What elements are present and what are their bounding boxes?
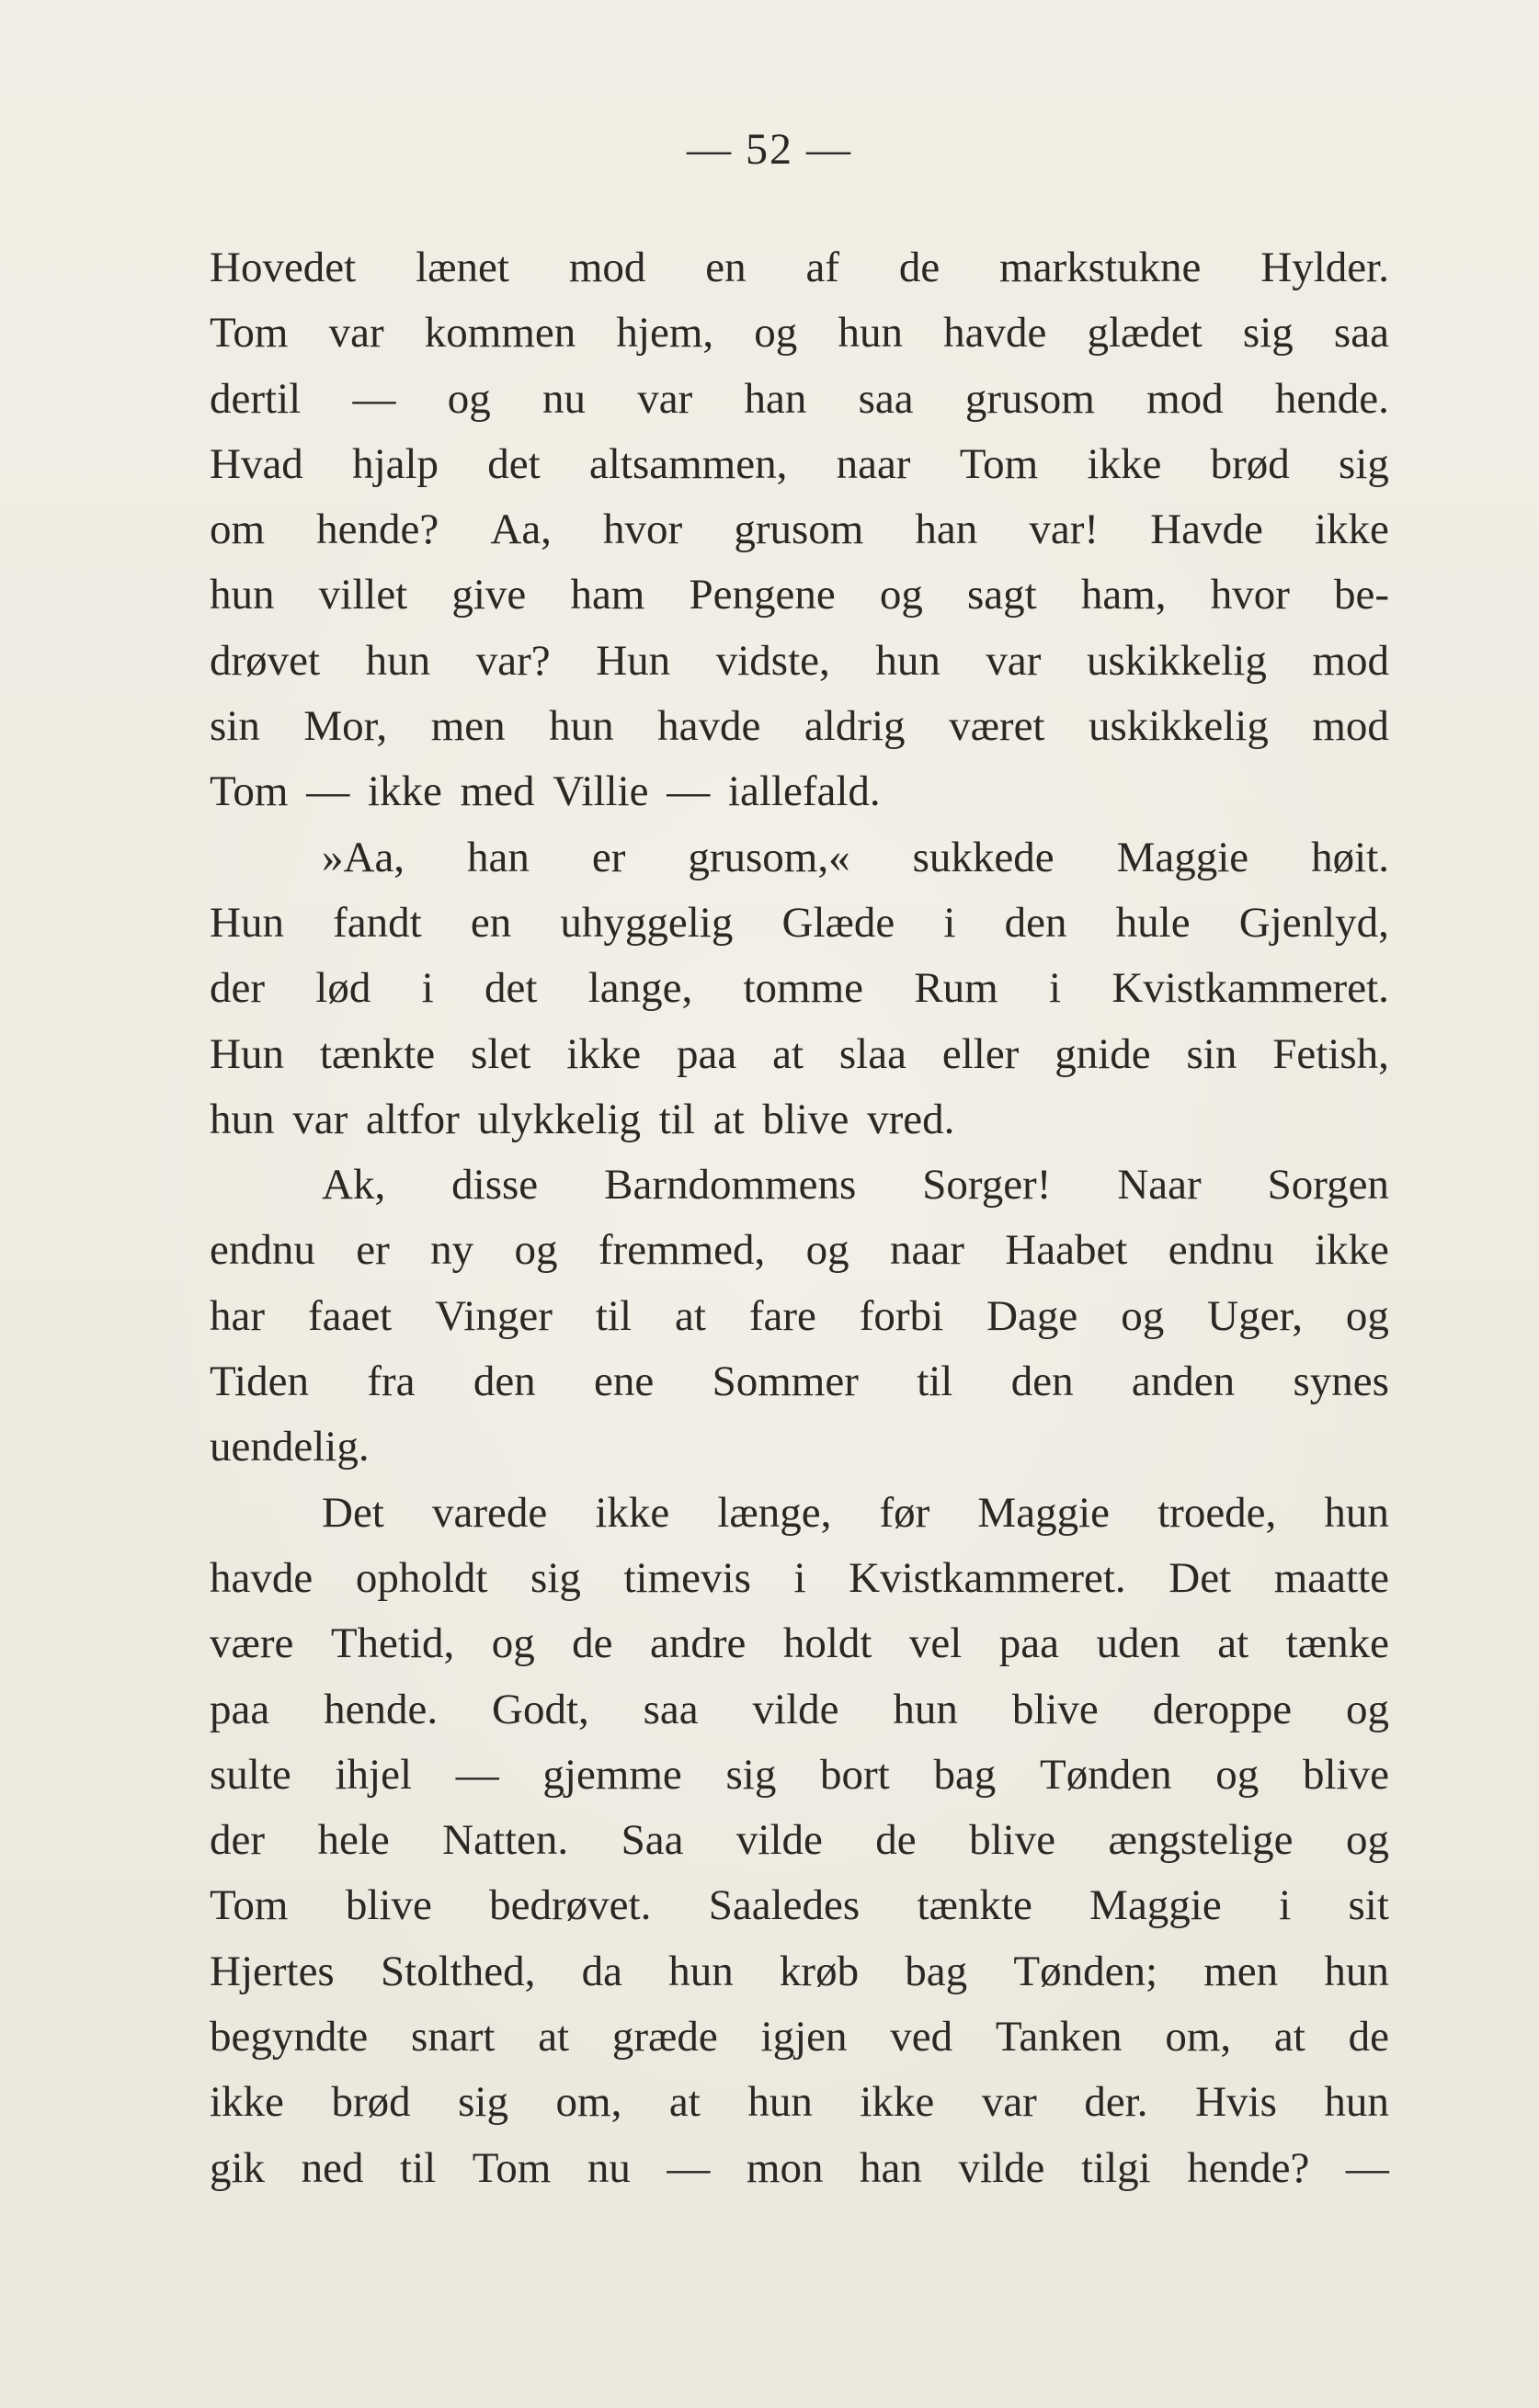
word: — [667, 2143, 711, 2192]
text-line [210, 562, 1389, 628]
word: ihjel [335, 1750, 413, 1799]
word: saa [858, 374, 914, 423]
text-line [210, 1808, 1389, 1873]
word: tænkte [917, 1881, 1032, 1930]
word: bag [933, 1750, 997, 1799]
word: om, [1165, 2013, 1232, 2062]
text-line [210, 1218, 1389, 1283]
word: var? [475, 636, 551, 685]
word: den [473, 1357, 536, 1406]
word: ikke [566, 1029, 642, 1078]
word: ene [594, 1357, 655, 1406]
word: har [210, 1291, 266, 1340]
word: lange, [587, 964, 693, 1013]
text-line [210, 1022, 1389, 1087]
word: det [484, 964, 538, 1013]
word: hun [668, 1947, 734, 1995]
word: blive [762, 1095, 849, 1143]
word: med [460, 767, 535, 816]
word: timevis [623, 1553, 751, 1602]
word: ikke [1314, 505, 1389, 554]
word: hun [549, 702, 614, 751]
word: hun [210, 1095, 275, 1143]
word: lænet [416, 244, 509, 291]
word: paa [676, 1029, 737, 1078]
word: Tom [959, 439, 1039, 488]
word: men [430, 702, 506, 751]
word: hende? [1187, 2143, 1310, 2192]
word: Tiden [210, 1357, 309, 1406]
text-line [210, 2136, 1389, 2201]
word: det [487, 439, 541, 488]
word: Tom [210, 309, 289, 358]
word: var! [1029, 505, 1100, 554]
word: nu [587, 2143, 631, 2192]
word: den [1004, 898, 1067, 947]
text-line [210, 1153, 1389, 1218]
word: vilde [958, 2143, 1045, 2192]
word: Fetish, [1272, 1029, 1389, 1078]
word: Maggie [977, 1488, 1110, 1537]
word: de [1348, 2013, 1389, 2062]
word: eller [941, 1029, 1020, 1078]
word: slet [471, 1029, 531, 1078]
text-line [210, 1939, 1389, 2005]
word: fremmed, [598, 1226, 766, 1275]
word: ikke [860, 2078, 935, 2127]
word: sukkede [912, 833, 1054, 881]
text-line [210, 956, 1389, 1021]
word: Hjertes [210, 1947, 335, 1995]
word: fare [748, 1291, 816, 1340]
word: Natten. [442, 1816, 569, 1865]
word: være [210, 1619, 294, 1668]
word: af [805, 244, 840, 291]
word: blive [969, 1816, 1056, 1865]
word: i [943, 898, 956, 947]
word: til [595, 1291, 633, 1340]
text-line [210, 1743, 1389, 1808]
word: slaa [838, 1029, 906, 1078]
word: længe, [717, 1488, 832, 1537]
word: kommen [424, 309, 576, 358]
word: ny [430, 1226, 474, 1275]
word: Hylder. [1260, 244, 1389, 291]
word: altsammen, [588, 439, 788, 488]
word: Thetid, [330, 1619, 455, 1668]
word: Hvis [1195, 2078, 1277, 2127]
word: Haabet [1005, 1226, 1128, 1275]
word: hele [317, 1816, 390, 1865]
word: at [668, 2078, 701, 2127]
word: ikke [210, 2078, 284, 2127]
word: da [581, 1947, 622, 1995]
word: der [210, 964, 266, 1013]
word: og [754, 309, 798, 358]
word: før [879, 1488, 930, 1537]
word: give [451, 571, 527, 619]
text-line [210, 1087, 1389, 1153]
word: ængstelige [1108, 1816, 1294, 1865]
word: hun [875, 636, 940, 685]
word: hun [365, 636, 431, 685]
word: Det [1168, 1553, 1232, 1602]
word: han [467, 833, 530, 881]
word: naar [836, 439, 911, 488]
word: høit. [1311, 833, 1389, 881]
word: grusom [964, 374, 1095, 423]
word: anden [1131, 1357, 1236, 1406]
word: Naar [1117, 1161, 1202, 1210]
word: Tom [210, 767, 289, 816]
word: var [637, 374, 693, 423]
word: deroppe [1152, 1685, 1293, 1733]
word: Kvistkammeret. [849, 1553, 1126, 1602]
word: bort [820, 1750, 890, 1799]
word: markstukne [999, 244, 1202, 291]
page-number: — 52 — [687, 125, 852, 174]
word: grusom,« [688, 833, 850, 881]
word: Saaledes [708, 1881, 861, 1930]
word: Mor, [303, 702, 388, 751]
word: i [421, 964, 434, 1013]
word: endnu [210, 1226, 315, 1275]
word: Rum [914, 964, 998, 1013]
word: og [879, 571, 923, 619]
word: Tanken [995, 2013, 1123, 2062]
word: sin [1186, 1029, 1237, 1078]
word: at [538, 2013, 570, 2062]
word: fandt [333, 898, 422, 947]
word: vilde [735, 1816, 823, 1865]
word: ikke [1315, 1226, 1389, 1275]
word: hun [1324, 1947, 1389, 1995]
word: saa [1333, 309, 1389, 358]
word: sig [1242, 309, 1294, 358]
word: mon [746, 2143, 824, 2192]
word: i [1049, 964, 1062, 1013]
word: og [1215, 1750, 1260, 1799]
word: der [210, 1816, 266, 1865]
word: sig [1339, 439, 1389, 488]
word: til [400, 2143, 437, 2192]
word: og [1345, 1291, 1389, 1340]
word: opholdt [355, 1553, 488, 1602]
word: Vinger [435, 1291, 553, 1340]
word: altfor [365, 1095, 460, 1143]
word: han [744, 374, 807, 423]
word: grusom [734, 505, 864, 554]
word: ikke [595, 1488, 670, 1537]
word: i [1279, 1881, 1292, 1930]
word: ulykkelig [477, 1095, 642, 1143]
word: Tønden [1040, 1750, 1172, 1799]
word: hende. [1274, 374, 1389, 423]
word: paa [998, 1619, 1060, 1668]
word: Ak, [322, 1161, 386, 1210]
word: græde [611, 2013, 718, 2062]
text-line [210, 1414, 1389, 1480]
word: villet [318, 571, 408, 619]
text-line [210, 235, 1389, 301]
text-line [210, 694, 1389, 759]
word: bedrøvet. [489, 1881, 652, 1930]
word: dertil [210, 374, 302, 423]
word: Sorger! [922, 1161, 1052, 1210]
word: mod [568, 244, 646, 291]
word: Maggie [1089, 1881, 1222, 1930]
word: men [1203, 1947, 1279, 1995]
word: sig [725, 1750, 777, 1799]
word: Havde [1150, 505, 1263, 554]
word: er [591, 833, 626, 881]
word: Kvistkammeret. [1112, 964, 1389, 1013]
word: Tom [472, 2143, 552, 2192]
text-line [210, 2005, 1389, 2070]
word: der. [1084, 2078, 1148, 2127]
word: sagt [967, 571, 1037, 619]
text-line [210, 629, 1389, 694]
word: fra [367, 1357, 416, 1406]
word: maatte [1273, 1553, 1389, 1602]
word: faaet [307, 1291, 393, 1340]
word: de [572, 1619, 613, 1668]
word: Hovedet [210, 244, 357, 291]
word: Tønden; [1013, 1947, 1158, 1995]
word: gnide [1054, 1029, 1151, 1078]
word: krøb [779, 1947, 860, 1995]
text-line [210, 497, 1389, 562]
word: var [328, 309, 384, 358]
word: Dage [986, 1291, 1078, 1340]
word: uskikkelig [1087, 636, 1267, 685]
word: Pengene [689, 571, 836, 619]
word: paa [210, 1685, 270, 1733]
word: hun [1324, 1488, 1389, 1537]
word: lød [315, 964, 371, 1013]
text-line [210, 1284, 1389, 1349]
word: og [514, 1226, 558, 1275]
word: ikke [1087, 439, 1162, 488]
word: Glæde [781, 898, 895, 947]
word: blive [1302, 1750, 1389, 1799]
word: og [805, 1226, 849, 1275]
word: iallefald. [727, 767, 881, 816]
word: »Aa, [322, 833, 405, 881]
text-line [210, 1481, 1389, 1546]
word: og [447, 374, 491, 423]
word: han [915, 505, 978, 554]
text-line [210, 825, 1389, 891]
word: forbi [859, 1291, 944, 1340]
word: Hun [596, 636, 671, 685]
word: disse [451, 1161, 539, 1210]
word: — [306, 767, 350, 816]
word: tomme [743, 964, 864, 1013]
word: hvor [603, 505, 683, 554]
word: de [875, 1816, 917, 1865]
word: vilde [752, 1685, 839, 1733]
word: saa [643, 1685, 699, 1733]
word: vel [908, 1619, 963, 1668]
word: og [491, 1619, 535, 1668]
word: var [981, 2078, 1037, 2127]
word: brød [331, 2078, 411, 2127]
word: at [772, 1029, 804, 1078]
word: uhyggelig [560, 898, 734, 947]
word: at [1273, 2013, 1305, 2062]
word: Hun [210, 898, 284, 947]
word: Uger, [1207, 1291, 1303, 1340]
word: til [658, 1095, 695, 1143]
word: hjem, [616, 309, 714, 358]
word: — [1345, 2143, 1389, 2192]
text-line [210, 1611, 1389, 1676]
word: sulte [210, 1750, 291, 1799]
word: havde [210, 1553, 314, 1602]
word: gjemme [542, 1750, 682, 1799]
word: — [667, 767, 711, 816]
word: en [470, 898, 512, 947]
text-line [210, 1873, 1389, 1938]
word: i [793, 1553, 806, 1602]
word: og [1121, 1291, 1165, 1340]
word: var [986, 636, 1042, 685]
text-line [210, 891, 1389, 956]
word: sin [210, 702, 260, 751]
word: til [917, 1357, 953, 1406]
word: be- [1333, 571, 1389, 619]
text-line [210, 1546, 1389, 1611]
text-line [210, 2070, 1389, 2135]
word: Det [322, 1488, 384, 1537]
word: at [1217, 1619, 1249, 1668]
word: hule [1115, 898, 1191, 947]
word: hvor [1210, 571, 1290, 619]
word: endnu [1168, 1226, 1274, 1275]
word: Sorgen [1267, 1161, 1389, 1210]
word: aldrig [804, 702, 906, 751]
word: mod [1312, 636, 1389, 685]
word: blive [1011, 1685, 1099, 1733]
word: havde [657, 702, 761, 751]
text-line [210, 367, 1389, 432]
word: vred. [867, 1095, 955, 1143]
word: Barndommens [604, 1161, 857, 1210]
word: ham [570, 571, 645, 619]
word: havde [943, 309, 1047, 358]
word: og [1345, 1685, 1389, 1733]
word: vidste, [715, 636, 830, 685]
word: Hun [210, 1029, 284, 1078]
word: ikke [367, 767, 442, 816]
word: været [949, 702, 1045, 751]
body-text [210, 235, 1389, 2201]
word: ham, [1080, 571, 1167, 619]
word: — [455, 1750, 499, 1799]
word: er [356, 1226, 390, 1275]
text-line [210, 759, 1389, 824]
word: hende. [324, 1685, 439, 1733]
word: synes [1293, 1357, 1389, 1406]
word: sit [1348, 1881, 1389, 1930]
word: hun [747, 2078, 813, 2127]
word: hun [210, 571, 275, 619]
word: Stolthed, [380, 1947, 536, 1995]
word: den [1010, 1357, 1074, 1406]
word: Gjenlyd, [1238, 898, 1389, 947]
word: uendelig. [210, 1423, 370, 1471]
word: var [292, 1095, 348, 1143]
word: igjen [760, 2013, 848, 2062]
word: at [674, 1291, 706, 1340]
word: Tom [210, 1881, 289, 1930]
word: naar [890, 1226, 964, 1275]
word: de [898, 244, 940, 291]
word: hun [893, 1685, 958, 1733]
word: Maggie [1116, 833, 1249, 881]
word: Aa, [490, 505, 552, 554]
word: en [705, 244, 747, 291]
word: troede, [1157, 1488, 1277, 1537]
word: hende? [316, 505, 439, 554]
word: drøvet [210, 636, 321, 685]
word: — [352, 374, 396, 423]
word: Hvad [210, 439, 303, 488]
text-line [210, 301, 1389, 366]
word: hjalp [352, 439, 439, 488]
word: ved [890, 2013, 953, 2062]
text-line [210, 432, 1389, 497]
word: at [712, 1095, 745, 1143]
word: tænke [1285, 1619, 1389, 1668]
word: nu [542, 374, 586, 423]
word: bag [905, 1947, 968, 1995]
word: varede [431, 1488, 548, 1537]
word: han [860, 2143, 922, 2192]
text-line [210, 1349, 1389, 1414]
word: uskikkelig [1089, 702, 1269, 751]
word: om, [555, 2078, 622, 2127]
word: blive [345, 1881, 432, 1930]
word: andre [650, 1619, 747, 1668]
word: tilgi [1080, 2143, 1151, 2192]
word: hun [838, 309, 903, 358]
word: glædet [1087, 309, 1203, 358]
word: snart [411, 2013, 496, 2062]
text-line [210, 1677, 1389, 1743]
word: uden [1096, 1619, 1180, 1668]
word: sig [530, 1553, 581, 1602]
word: tænkte [319, 1029, 436, 1078]
word: sig [458, 2078, 508, 2127]
word: begyndte [210, 2013, 369, 2062]
word: om [210, 505, 266, 554]
word: Saa [621, 1816, 684, 1865]
word: Villie [553, 767, 649, 816]
word: gik [210, 2143, 266, 2192]
word: brød [1210, 439, 1290, 488]
word: Sommer [712, 1357, 859, 1406]
word: mod [1146, 374, 1224, 423]
word: hun [1324, 2078, 1389, 2127]
word: Godt, [492, 1685, 589, 1733]
word: og [1345, 1816, 1389, 1865]
word: holdt [782, 1619, 872, 1668]
word: mod [1312, 702, 1389, 751]
word: ned [301, 2143, 364, 2192]
